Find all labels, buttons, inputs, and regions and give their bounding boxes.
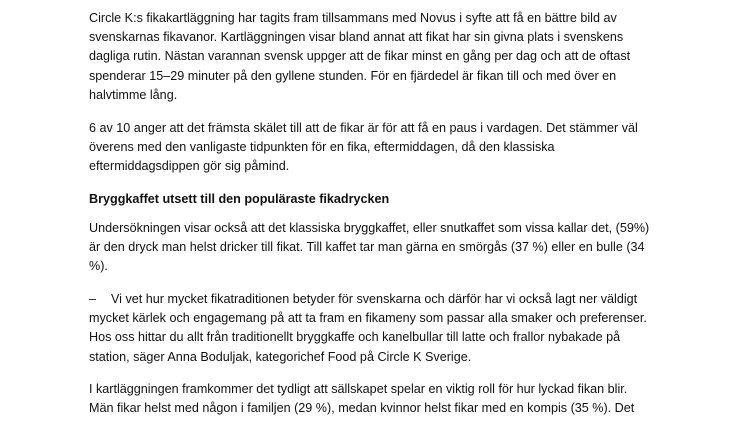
text-line: halvtimme lång. xyxy=(89,87,178,102)
text-line: 6 av 10 anger att det främsta skälet till att de fikar är för att få en paus i vardagen. Det stämmer väl xyxy=(89,120,638,135)
text-line: är den dryck man helst dricker till fikat. Till kaffet tar man gärna en smörgås (37 %) eller en bulle (34 xyxy=(89,240,645,255)
quote-dash: – xyxy=(89,291,97,306)
paragraph-company xyxy=(89,380,729,418)
paragraph-intro xyxy=(89,9,729,105)
text-line: Circle K:s fikakartläggning har tagits fram tillsammans med Novus i syfte att få en bättre bild av xyxy=(89,11,617,25)
text-line: överens med den vanligaste tidpunkten för en fika, eftermiddagen, då den klassiska xyxy=(89,139,555,154)
quote-text: Vi vet hur mycket fikatraditionen betyder för svenskarna och därför har vi också lagt ner väldigt xyxy=(111,291,638,306)
text-line xyxy=(89,290,729,309)
text-line: I kartläggningen framkommer det tydligt att sällskapet spelar en viktig roll för hur lyckad fikan blir. xyxy=(89,382,628,397)
text-line: station, säger Anna Boduljak, kategorichef Food på Circle K Sverige. xyxy=(89,349,472,364)
paragraph-quote xyxy=(89,290,729,367)
text-line: spenderar 15–29 minuter på den gyllene stunden. För en fjärdedel är fikan till och med över en xyxy=(89,68,617,83)
document-page xyxy=(89,9,729,432)
section-heading xyxy=(89,190,729,209)
paragraph-pause xyxy=(89,119,729,177)
text-line: svenskarnas fikavanor. Kartläggningen visar bland annat att fikat har sin givna plats i svenskens xyxy=(89,30,624,45)
text-line: eftermiddagsdippen gör sig påmind. xyxy=(89,158,290,173)
text-line: mycket kärlek och engagemang på att ta fram en fikameny som passar alla smaker och preferenser. xyxy=(89,311,647,326)
text-line: dagliga rutin. Nästan varannan svensk uppger att de fikar minst en gång per dag och att de oftast xyxy=(89,49,631,64)
text-line: %). xyxy=(89,259,108,274)
heading-text: Bryggkaffet utsett till den populäraste fikadrycken xyxy=(89,191,390,206)
text-line: Hos oss hittar du allt från traditionellt bryggkaffe och kanelbullar till latte och frallor nybakade på xyxy=(89,330,621,345)
text-line: Undersökningen visar också att det klassiska bryggkaffet, eller snutkaffet som vissa kallar det, (59%) xyxy=(89,220,650,235)
paragraph-coffee xyxy=(89,219,729,277)
text-line: Män fikar helst med någon i familjen (29 %), medan kvinnor helst fikar med en kompis (35 %). Det xyxy=(89,401,635,416)
